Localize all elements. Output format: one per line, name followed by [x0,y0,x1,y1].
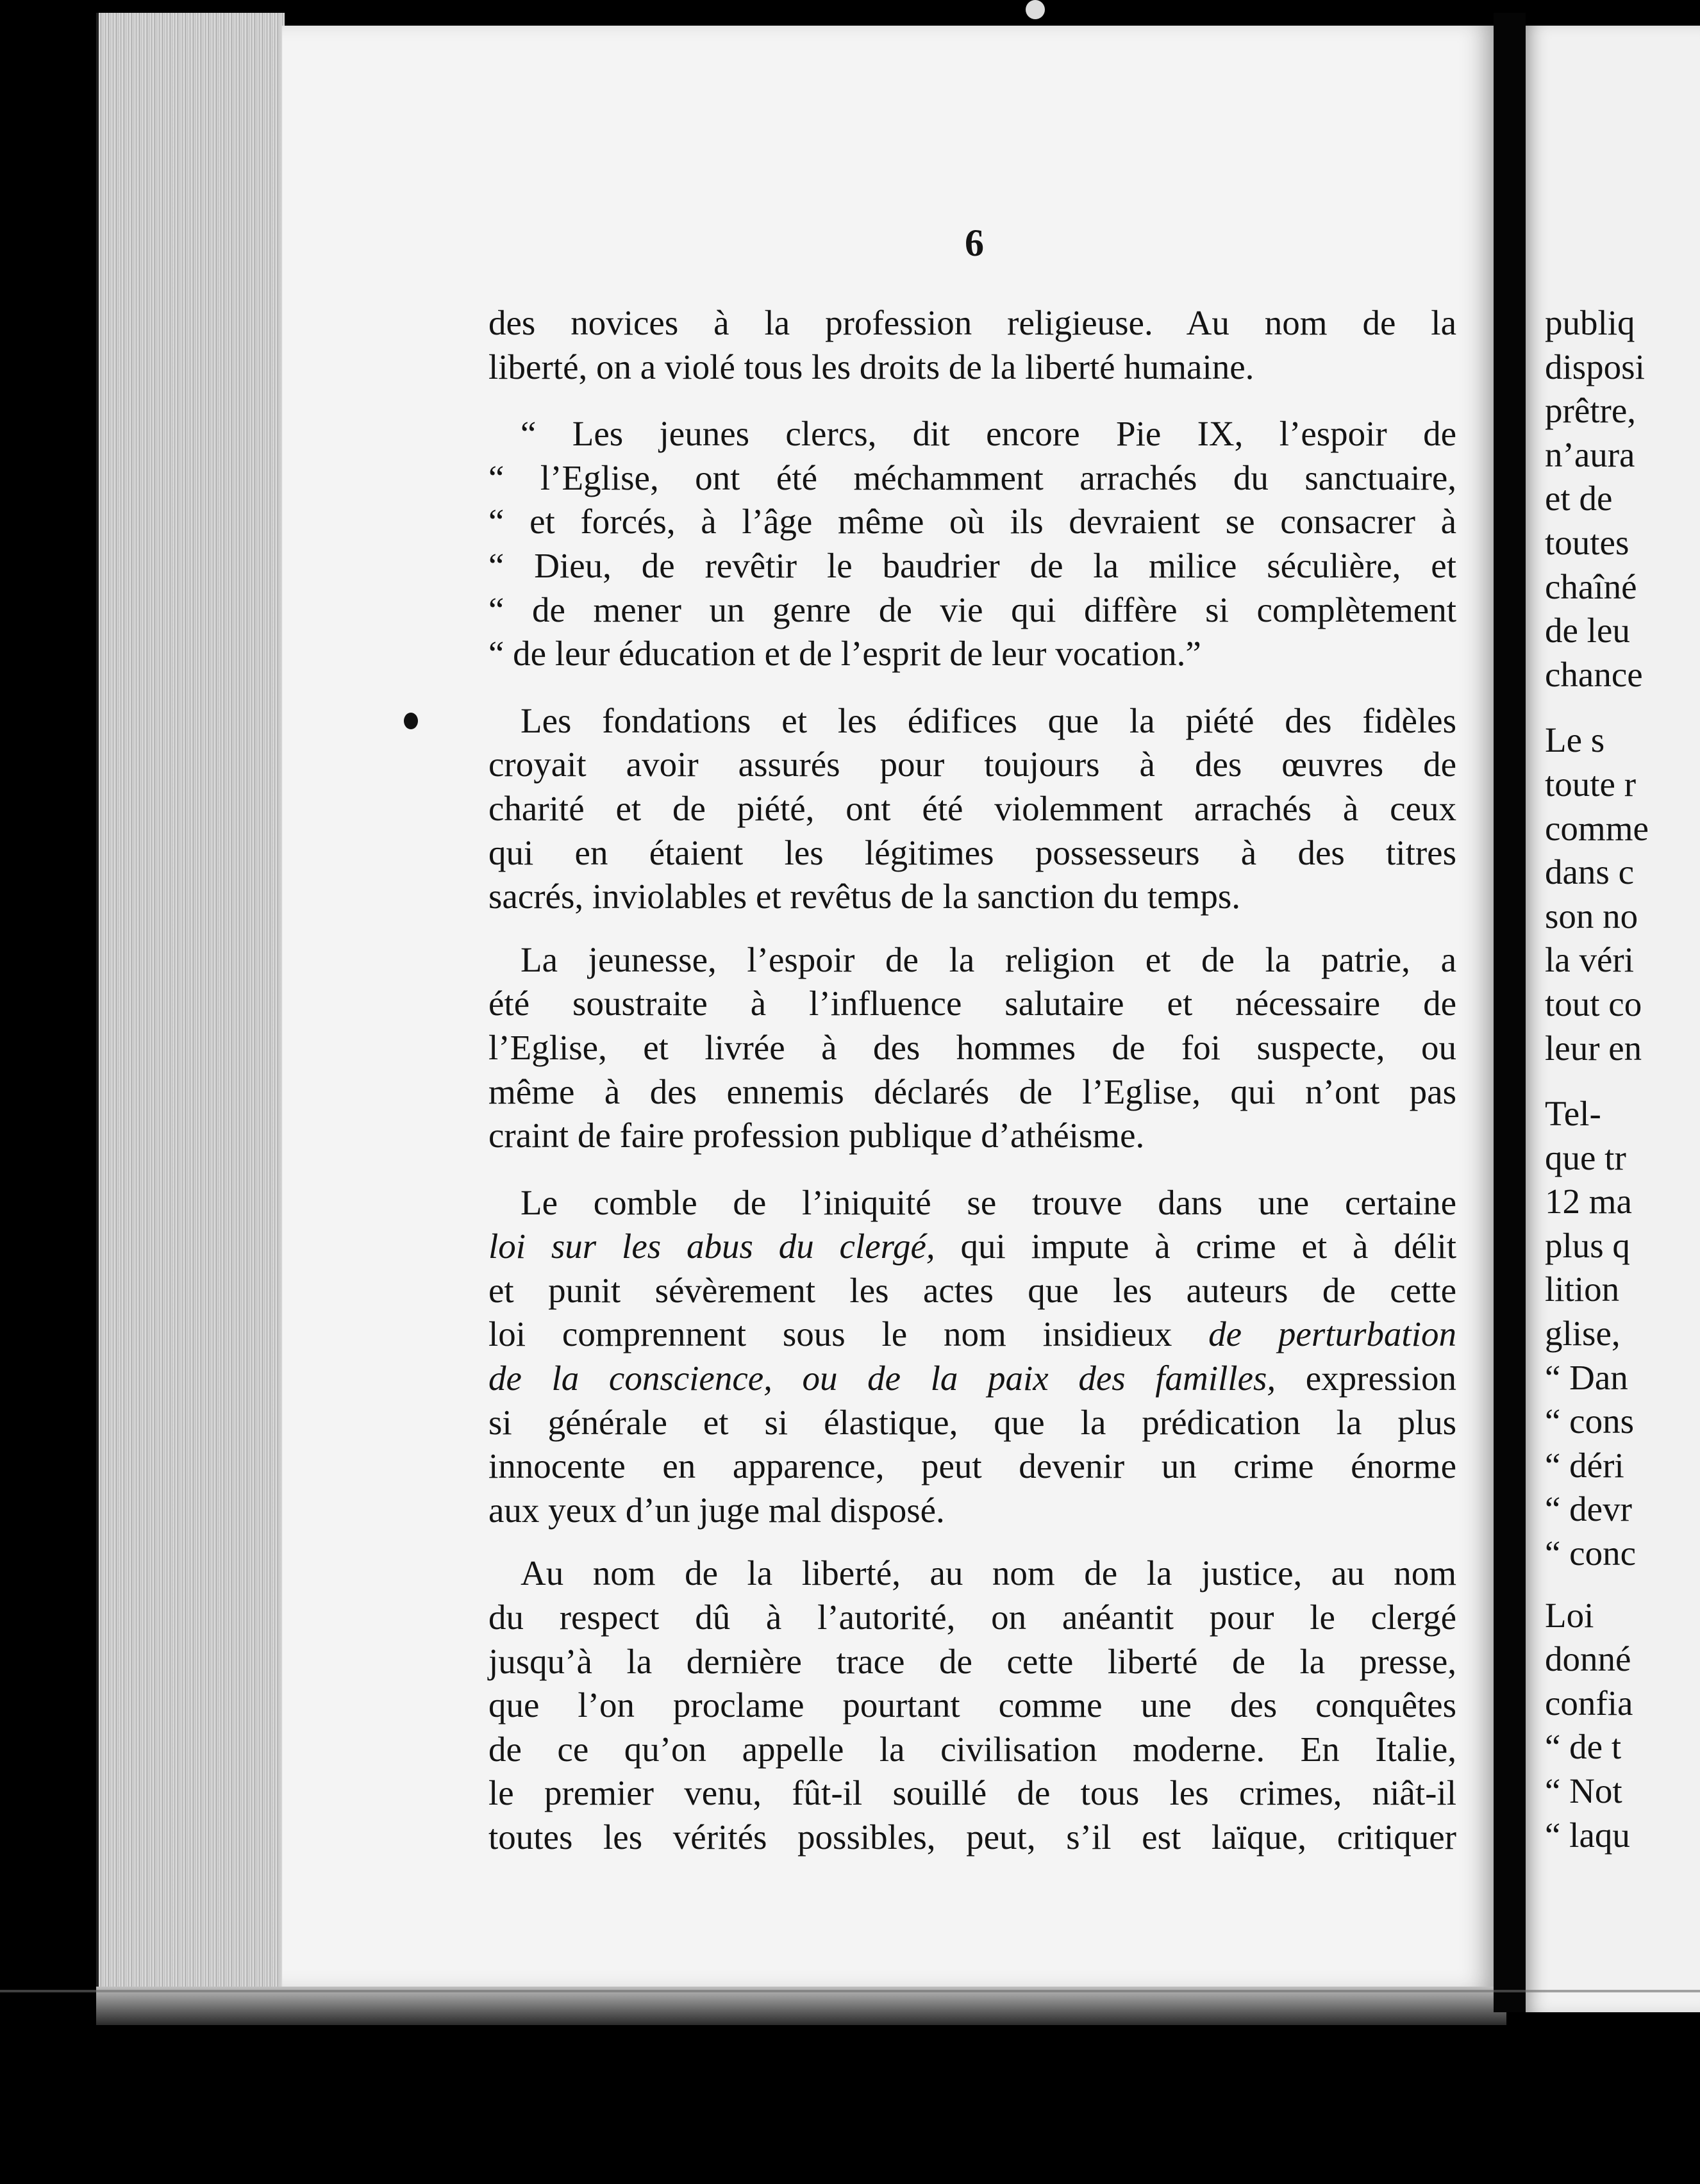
text-line: de ce qu’on appelle la civilisation moderne. En Italie, [488,1729,1456,1769]
right-text-fragment: Tel- [1545,1094,1601,1134]
right-text-fragment: chance [1545,654,1643,694]
right-text-fragment: la véri [1545,940,1634,980]
text-line: Au nom de la liberté, au nom de la justice, au nom [521,1553,1456,1593]
right-text-fragment: donné [1545,1639,1631,1679]
right-text-fragment: que tr [1545,1138,1626,1177]
right-text-fragment: leur en [1545,1028,1642,1068]
right-text-fragment: Le s [1545,720,1605,760]
right-text-fragment: publiq [1545,303,1635,342]
text-line: charité et de piété, ont été violemment arrachés à ceux [488,788,1456,828]
quotation-paragraph [488,412,1456,676]
text-line: “ de leur éducation et de l’esprit de leur vocation.” [488,634,1201,674]
right-text-fragment: disposi [1545,347,1645,386]
right-text-fragment: chaîné [1545,567,1637,606]
right-text-fragment: dans c [1545,852,1634,892]
text-line: et punit sévèrement les actes que les auteurs de cette [488,1270,1456,1310]
paragraph [488,301,1456,389]
text-line: des novices à la profession religieuse. Au nom de la [488,303,1456,342]
right-text-fragment: “ Not [1545,1771,1622,1810]
right-text-fragment: lition [1545,1270,1620,1309]
right-fragment-group [1545,1594,1649,1858]
right-text-fragment: son no [1545,896,1638,936]
text-line: toutes les vérités possibles, peut, s’il est laïque, critiquer [488,1817,1456,1857]
paragraph [488,1551,1456,1859]
italic-phrase: loi sur les abus du clergé, [488,1227,935,1266]
right-text-fragment: n’aura [1545,434,1635,474]
text-line: “ et forcés, à l’âge même où ils devraient se consacrer à [488,502,1456,542]
right-text-fragment: comme [1545,808,1649,848]
text-line: liberté, on a violé tous les droits de la liberté humaine. [488,347,1254,386]
text-fragment: qui impute à crime et à délit [935,1227,1457,1266]
right-fragment-group [1545,1092,1649,1576]
italic-phrase: de la conscience, ou de la paix des familles, [488,1359,1276,1398]
text-line: “ de mener un genre de vie qui diffère si complètement [488,590,1456,629]
text-line: La jeunesse, l’espoir de la religion et de la patrie, a [521,939,1456,979]
paragraph [488,1181,1456,1533]
right-text-fragment: plus q [1545,1225,1630,1265]
right-text-fragment: prêtre, [1545,391,1636,431]
text-line: qui en étaient les légitimes possesseurs à des titres [488,832,1456,872]
text-line: si générale et si élastique, que la prédication la plus [488,1402,1456,1442]
right-text-fragment: tout co [1545,984,1642,1023]
scan-line-artifact [0,1990,1700,1992]
text-line: le premier venu, fût-il souillé de tous les crimes, niât-il [488,1773,1456,1813]
text-line [488,1357,1456,1401]
text-line: craint de faire profession publique d’athéisme. [488,1116,1145,1155]
text-line: du respect dû à l’autorité, on anéantit pour le clergé [488,1598,1456,1637]
right-text-fragment: toute r [1545,764,1637,804]
text-line [488,1312,1456,1357]
text-line: été soustraite à l’influence salutaire et nécessaire de [488,984,1456,1023]
text-line: jusqu’à la dernière trace de cette liberté de la presse, [488,1641,1456,1681]
right-text-fragment: “ conc [1545,1534,1636,1573]
text-line: croyait avoir assurés pour toujours à des œuvres de [488,745,1456,784]
text-line: innocente en apparence, peut devenir un crime énorme [488,1446,1456,1486]
right-text-fragment: “ cons [1545,1402,1634,1441]
right-text-fragment: confia [1545,1683,1633,1723]
right-text-fragment: de leu [1545,611,1630,650]
paragraph [488,938,1456,1158]
text-line: même à des ennemis déclarés de l’Eglise, qui n’ont pas [488,1071,1456,1111]
paragraph [488,699,1456,919]
text-line: “ Dieu, de revêtir le baudrier de la milice séculière, et [488,545,1456,585]
text-fragment: expression [1276,1359,1456,1398]
text-line: l’Eglise, et livrée à des hommes de foi suspecte, ou [488,1027,1456,1067]
text-line [488,1225,1456,1269]
text-line: Le comble de l’iniquité se trouve dans une certaine [521,1182,1456,1222]
right-text-fragment: toutes [1545,522,1629,562]
right-text-fragment: Loi [1545,1595,1594,1635]
right-page [1526,26,1700,2012]
page-number: 6 [965,222,984,264]
text-line: aux yeux d’un juge mal disposé. [488,1490,945,1530]
text-line: sacrés, inviolables et revêtus de la sanction du temps. [488,877,1240,916]
right-fragment-group [1545,718,1649,1070]
right-fragment-group [1545,301,1649,697]
right-text-fragment: “ devr [1545,1489,1632,1529]
ink-speck [1026,0,1045,19]
italic-phrase: de perturbation [1208,1314,1456,1354]
book-bottom-edge [96,1987,1506,2025]
right-text-fragment: “ Dan [1545,1357,1628,1397]
text-fragment: loi comprennent sous le nom insidieux [488,1314,1209,1354]
text-line: “ Les jeunes clercs, dit encore Pie IX, l’espoir de [521,414,1456,454]
book-gutter [1494,13,1526,2012]
right-text-fragment: glise, [1545,1314,1621,1353]
right-text-fragment: et de [1545,479,1613,518]
right-text-fragment: 12 ma [1545,1182,1632,1221]
ink-speck [404,713,418,729]
text-line: que l’on proclame pourtant comme une des conquêtes [488,1685,1456,1725]
text-column [488,301,1456,1860]
right-page-text-fragments [1545,301,1649,1857]
right-text-fragment: “ déri [1545,1445,1624,1485]
page-edges [96,13,285,1987]
right-text-fragment: “ laqu [1545,1815,1630,1855]
text-line: Les fondations et les édifices que la piété des fidèles [521,700,1456,740]
right-text-fragment: “ de t [1545,1727,1622,1767]
text-line: “ l’Eglise, ont été méchamment arrachés du sanctuaire, [488,458,1456,497]
